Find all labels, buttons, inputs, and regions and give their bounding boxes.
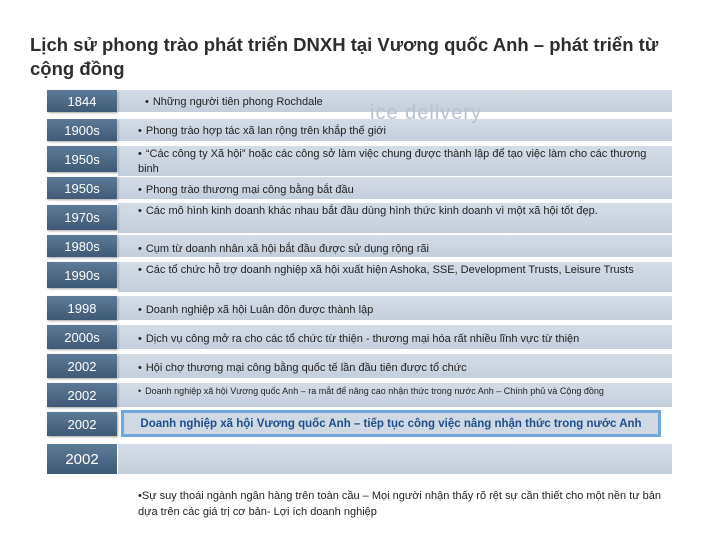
bullet: • (138, 148, 142, 160)
item-text: Phong trào hợp tác xã lan rộng trên khắp thế giới (145, 125, 386, 137)
timeline-item (138, 204, 668, 219)
timeline-item (138, 124, 668, 139)
item-text: Sự suy thoái ngành ngân hàng trên toàn cầu – Mọi người nhận thấy rõ rệt sự cần thiết cho một nền tư bản dựa trên các giá trị cơ bản- Lợi ích doanh nghiệp (138, 490, 662, 518)
timeline-item (138, 361, 668, 376)
bullet: • (138, 304, 142, 316)
year-label: 1900s (47, 119, 117, 141)
item-text: Dịch vụ công mở ra cho các tổ chức từ thiện - thương mại hóa rất nhiều lĩnh vực từ thiện (145, 333, 580, 345)
timeline-item (138, 488, 668, 520)
year-label: 1998 (47, 296, 117, 320)
page-title: Lịch sử phong trào phát triển DNXH tại Vương quốc Anh – phát triển từ cộng đồng (30, 34, 659, 79)
year-label: 2002 (47, 444, 117, 474)
item-text: Doanh nghiệp xã hội Luân đôn được thành lập (145, 304, 374, 316)
item-text: “Các công ty Xã hội” hoặc các công sở làm việc chung được thành lập để tạo việc làm cho các thương binh (138, 148, 647, 175)
bullet: • (138, 386, 142, 396)
year-label: 1950s (47, 146, 117, 172)
year-label: 1950s (47, 177, 117, 199)
item-text: Các tổ chức hỗ trợ doanh nghiệp xã hội xuất hiện Ashoka, SSE, Development Trusts, Leisure Trusts (145, 264, 634, 276)
ghost-text: ice delivery (370, 102, 483, 124)
item-text: Phong trào thương mại công bằng bắt đầu (145, 184, 354, 196)
bullet: • (138, 205, 142, 217)
item-text: Doanh nghiệp xã hội Vương quốc Anh – ra mắt để nâng cao nhận thức trong nước Anh – Chính phủ và Cộng đồng (145, 386, 604, 396)
bullet: • (138, 243, 142, 255)
year-label: 1844 (47, 90, 117, 112)
timeline-item (138, 242, 668, 257)
year-label: 2002 (47, 412, 117, 436)
bullet: • (138, 362, 142, 374)
year-label: 2002 (47, 354, 117, 378)
bullet: • (138, 184, 142, 196)
bullet: • (145, 96, 149, 108)
bullet: • (138, 264, 142, 276)
timeline-bar (118, 444, 672, 474)
year-label: 1990s (47, 262, 117, 288)
year-label: 2002 (47, 383, 117, 407)
timeline-item (138, 263, 668, 278)
bullet: • (138, 490, 142, 502)
highlighted-item: Doanh nghiệp xã hội Vương quốc Anh – tiếp tục công việc nâng nhận thức trong nước Anh (121, 410, 661, 437)
item-text: Những người tiên phong Rochdale (152, 96, 323, 108)
year-label: 2000s (47, 325, 117, 349)
item-text: Cụm từ doanh nhân xã hội bắt đầu được sử dụng rộng rãi (145, 243, 429, 255)
year-label: 1970s (47, 205, 117, 230)
timeline-item (145, 95, 675, 110)
bullet: • (138, 333, 142, 345)
timeline-item (138, 183, 668, 198)
bullet: • (138, 125, 142, 137)
timeline-item (138, 147, 668, 177)
timeline-item (138, 386, 668, 408)
year-label: 1980s (47, 235, 117, 257)
item-text: Các mô hình kinh doanh khác nhau bắt đầu dùng hình thức kinh doanh vì một xã hội tốt đẹp. (145, 205, 598, 217)
item-text: Hội chợ thương mại công bằng quốc tế lần đầu tiên được tổ chức (145, 362, 467, 374)
timeline-item (138, 303, 668, 318)
timeline-item (138, 332, 668, 347)
